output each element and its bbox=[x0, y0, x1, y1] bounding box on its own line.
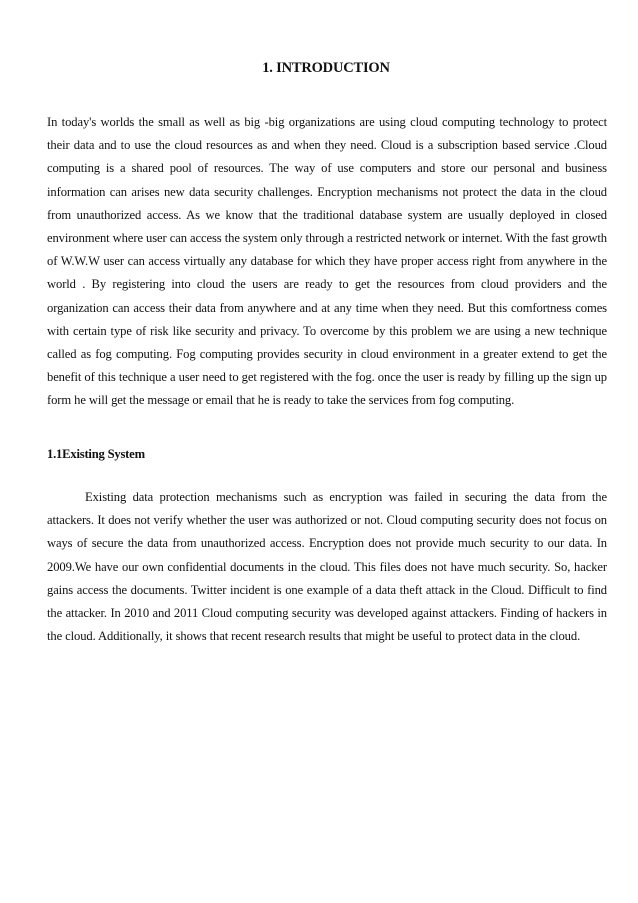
page-title: 1. INTRODUCTION bbox=[262, 60, 390, 76]
existing-system-paragraph: Existing data protection mechanisms such as encryption was failed in securing the data from the attackers. It does not verify whether the user was authorized or not. Cloud computing security does not focus on ways of secure the data from unauthorized access. Encryption does not provide much security to our data. In 2009.We have our own confidential documents in the cloud. This files does not have much security. So, hacker gains access the documents. Twitter incident is one example of a data theft attack in the Cloud. Difficult to find the attacker. In 2010 and 2011 Cloud computing security was developed against attackers. Finding of hackers in the cloud. Additionally, it shows that recent research results that might be useful to protect data in the cloud. bbox=[47, 490, 607, 644]
introduction-paragraph: In today's worlds the small as well as big -big organizations are using cloud computing technology to protect their data and to use the cloud resources as and when they need. Cloud is a subscription based service .Cloud computing is a shared pool of resources. The way of use computers and store our personal and business information can arises new data security challenges. Encryption mechanisms not protect the data in the cloud from unauthorized access. As we know that the traditional database system are usually deployed in closed environment where user can access the system only through a restricted network or internet. With the fast growth of W.W.W user can access virtually any database for which they have proper access right from anywhere in the world . By registering into cloud the users are ready to get the resources from cloud providers and the organization can access their data from anywhere and at any time when they need. But this comfortness comes with certain type of risk like security and privacy. To overcome by this problem we are using a new technique called as fog computing. Fog computing provides security in cloud environment in a greater extend to get the benefit of this technique a user need to get registered with the fog. once the user is ready by filling up the sign up form he will get the message or email that he is ready to take the services from fog computing. bbox=[47, 115, 607, 408]
section-heading-existing-system: 1.1Existing System bbox=[47, 447, 145, 461]
